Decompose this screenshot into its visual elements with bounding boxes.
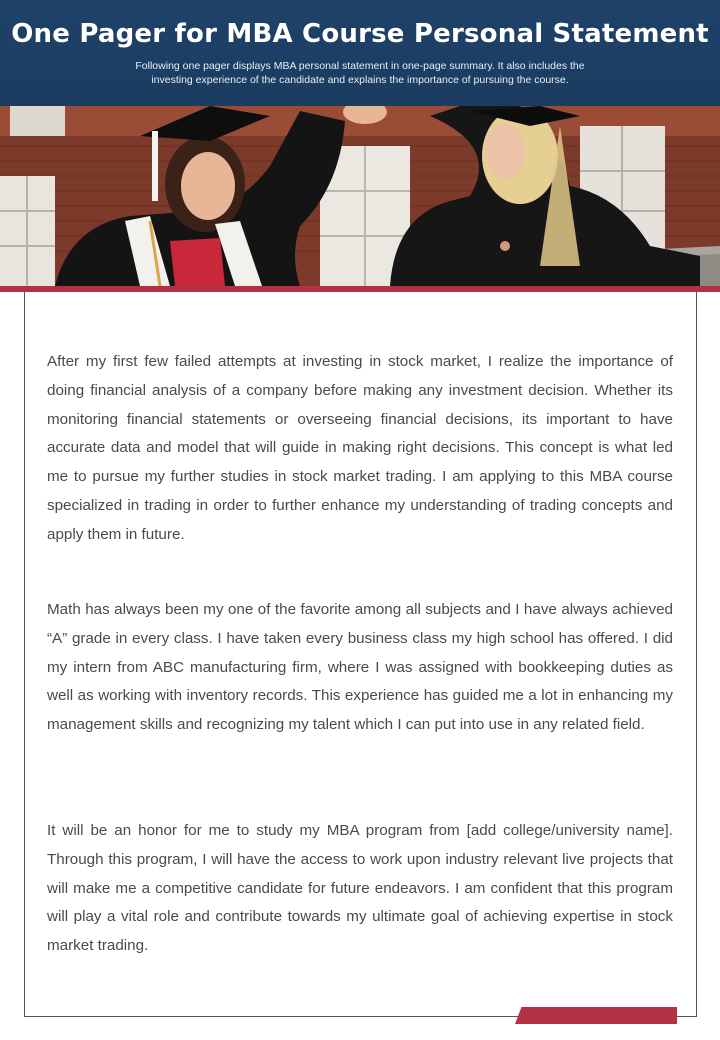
statement-card — [24, 292, 697, 1017]
statement-paragraph-2: Math has always been my one of the favorite among all subjects and I have always achieved “A” grade in every class. I have taken every business class my high school has offered. I did my intern from ABC manufacturing firm, where I was assigned with bookkeeping duties as well as working with inventory records. This experience has guided me a lot in enhancing my management skills and recognizing my talent which I can put into use in any related field. — [47, 601, 673, 734]
page-title: One Pager for MBA Course Personal Statement — [11, 19, 709, 49]
graduation-photo — [0, 106, 720, 286]
header-banner — [0, 0, 720, 106]
footer-accent-bar — [515, 1007, 677, 1024]
page-subtitle: Following one pager displays MBA personal statement in one-page summary. It also includes the investing experience of the candidate and explains the importance of pursuing the course. — [135, 60, 585, 86]
statement-paragraph-3: It will be an honor for me to study my MBA program from [add college/university name]. Through this program, I will have the access to work upon industry relevant live projects that will make me a competitive candidate for future endeavors. I am confident that this program will play a vital role and contribute towards my ultimate goal of achieving expertise in stock market trading. — [47, 822, 673, 955]
statement-paragraph-1: After my first few failed attempts at investing in stock market, I realize the importance of doing financial analysis of a company before making any investment decision. Whether its monitoring financial statements or overseeing financial decisions, its important to have accurate data and model that will guide in making right decisions. This concept is what led me to pursue my further studies in stock market trading. I am applying to this MBA course specialized in trading in order to further enhance my understanding of trading concepts and apply them in future. — [47, 353, 673, 543]
